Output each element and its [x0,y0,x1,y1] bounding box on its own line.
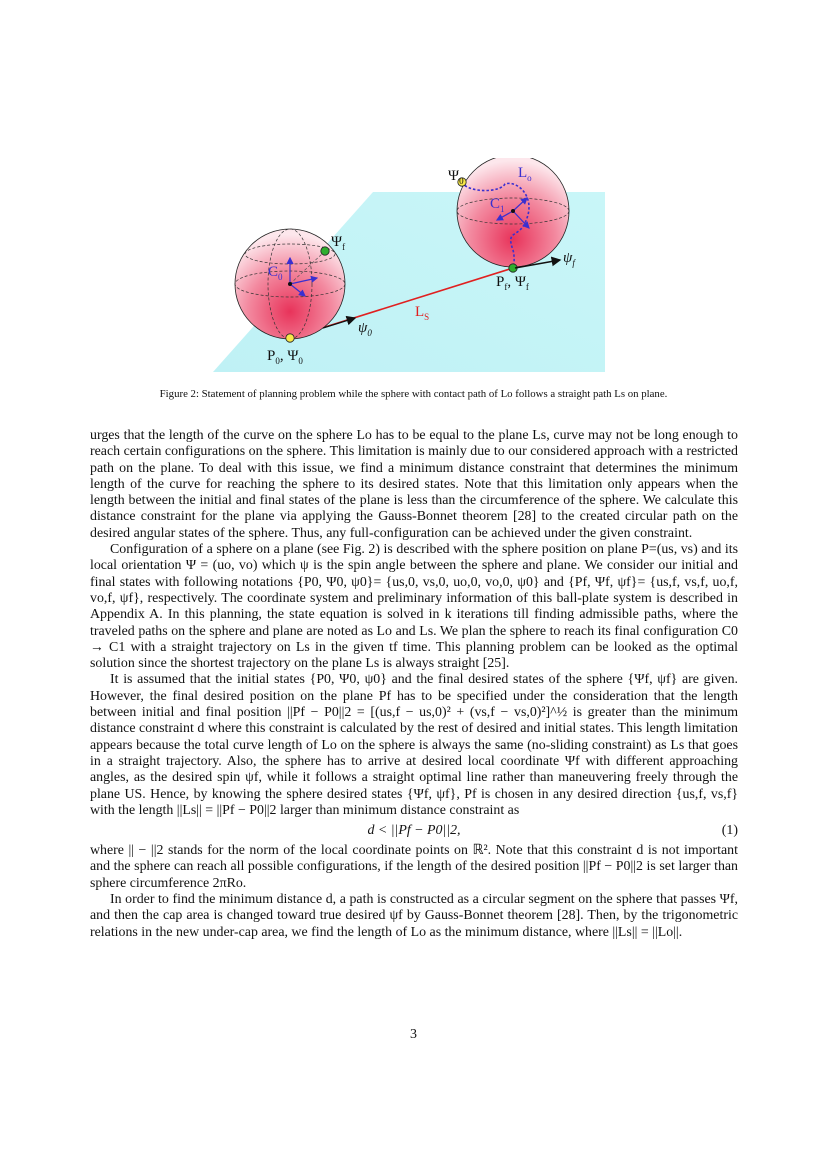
psi-f-dot [321,247,329,255]
label-psif-right: ψ [563,250,573,266]
equation-1-number: (1) [721,823,738,839]
svg-text:Lo: $L_o$ [518,165,532,183]
svg-text:Pf, Ψf: $P_f$, $\Psi_f$ [496,274,529,292]
svg-text:Ψf: $\Psi_f$ [331,234,346,252]
svg-text:C0: $C_0$ [268,264,283,282]
paragraph-1: urges that the length of the curve on the sphere Lo has to be equal to the plane Ls, curve may not be long enough to reach certain configurations on the sphere. This limitation is mainly due to our considered approach with a restricted path on the plane. To deal with this issue, we find a minimum distance constraint that determines the minimum length of the curve for reaching the sphere to its desired states. Note that this limitation only appears when the length between the initial and final states of the plane is less than the circumference of the sphere. We calculate this distance constraint for the plane via applying the Gauss-Bonnet theorem [28] to the created circular path on the desired angular states of the sphere. Thus, any full-configuration can be achieved under the given constraint. [90,428,738,541]
svg-text:ψf: $\psi_f$ [563,250,575,268]
label-pf: P [496,274,505,290]
figure-caption: Figure 2: Statement of planning problem while the sphere with contact path of Lo follows a straight path Ls on plane. [159,388,668,400]
label-ls: L [415,304,425,320]
equation-1 [90,819,738,843]
figure-2-diagram [205,158,605,378]
label-c0: C [268,264,279,280]
svg-text:Ψ0: $\Psi_0$ [448,168,464,186]
label-psi0-top: Ψ [448,168,460,184]
paragraph-3: It is assumed that the initial states {P0, Ψ0, ψ0} and the final desired states of the sphere {Ψf, ψf} are given. However, the final desired position on the plane Pf has to be specified under the consideration that the length between initial and final position ||Pf − P0||2 = [(us,f − us,0)² + (vs,f − vs,0)²]^½ is greater than the minimum distance constraint d where this constraint is calculated by the rest of desired and initial states. This length limitation appears because the total curve length of Lo on the sphere is always the same (no-sliding constraint) as Ls that goes in a straight trajectory. Also, the sphere has to arrive at desired local coordinate Ψf with different approaching angles, as the desired spin ψf, while it follows a straight optimal line rather than maneuvering freely through the plane US. Hence, by knowing the sphere desired states {Ψf, ψf}, Pf is chosen in any desired direction {us,f, vs,f} with the length ||Ls|| = ||Pf − P0||2 larger than minimum distance constraint as [90,672,738,818]
label-c1: C [490,196,501,212]
label-lo: L [518,165,528,181]
svg-text:C1: $C_1$ [490,196,505,214]
figure-2 [205,158,605,378]
label-psif-left: Ψ [331,234,343,250]
paragraph-4: where || − ||2 stands for the norm of the local coordinate points on ℝ². Note that this constraint d is not important and the sphere can reach all possible configurations, if the length of the desired position ||Pf − P0||2 is set larger than sphere circumference 2πRo. [90,843,738,891]
svg-text:P0, Ψ0: $P_0$, $\Psi_0$ [267,348,303,366]
body-text [90,428,738,941]
page-number: 3 [410,1027,417,1042]
p0-dot [286,334,294,342]
paragraph-2: Configuration of a sphere on a plane (see Fig. 2) is described with the sphere position on plane P=(us, vs) and its local orientation Ψ = (uo, vo) which ψ is the spin angle between the sphere and plane. We consider our initial and final states with following notations {P0, Ψ0, ψ0}= {us,0, vs,0, uo,0, vo,0, ψ0} and {Pf, Ψf, ψf}= {us,f, vs,f, uo,f, vo,f, ψf}, respectively. The coordinate system and preliminary information of this ball-plate system is described in Appendix A. In this planning, the state equation is solved in k iterations till finding admissible paths, where the traveled paths on the sphere and plane are noted as Lo and Ls. We plan the sphere to reach its final configuration C0 → C1 with a straight trajectory on Ls in the given tf time. This planning problem can be looked as the optimal solution since the shortest trajectory on the plane Ls is always straight [25]. [90,542,738,672]
svg-text:LS: $L_S$ [415,304,430,322]
paragraph-5: In order to find the minimum distance d, a path is constructed as a circular segment on the sphere that passes Ψf, and then the cap area is changed toward true desired ψf by Gauss-Bonnet theorem [28]. Then, by the trigonometric relations in the new under-cap area, we find the length of Lo as the minimum distance, where ||Ls|| = ||Lo||. [90,892,738,940]
svg-text:ψ0: $\psi_0$ [358,320,372,338]
label-p0: P [267,348,276,364]
label-psi0: ψ [358,320,368,336]
equation-1-body: d < ||Pf − P0||2, [367,823,461,839]
